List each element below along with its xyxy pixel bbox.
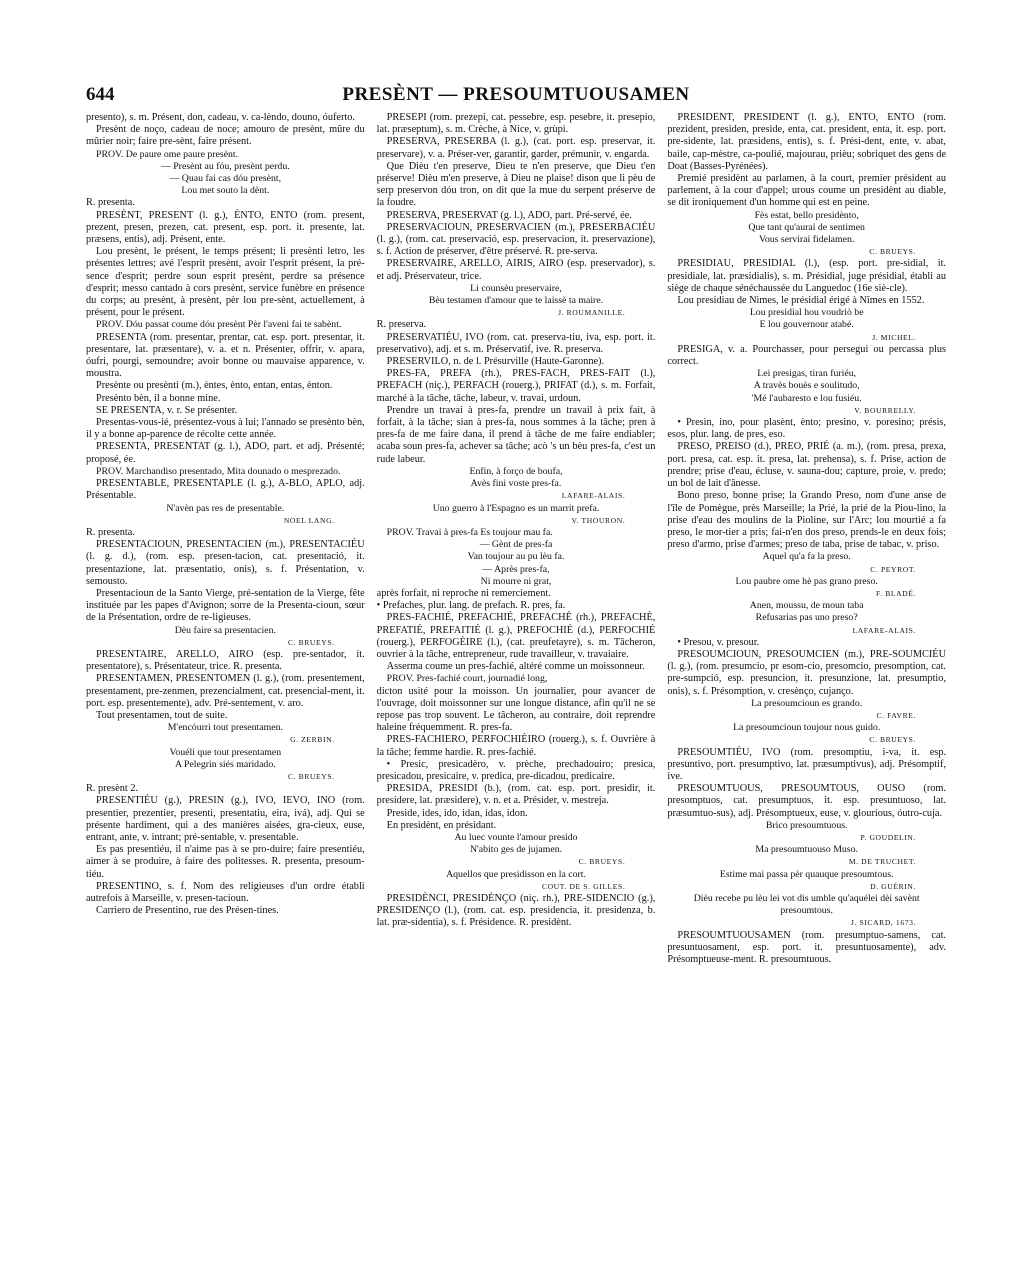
dictionary-entry: Carriero de Presentino, rue des Présen-tines. — [96, 905, 279, 917]
quotation-line: — Presènt au fóu, presènt perdu. — [160, 160, 290, 172]
quotation-line: Brico presoumtuous. — [765, 819, 848, 831]
dictionary-entry: PRESERVA, PRESERVAT (g. l.), ADO, part. Pré-servé, ée. — [386, 209, 632, 221]
quotation-line: Vouéli que tout presentamen — [169, 746, 282, 758]
quotation-line: Vous servirai fidelamen. — [759, 234, 855, 246]
dictionary-entry: PRESENTAIRE, ARELLO, AIRO (esp. pre-sentador, it. presentatore), s. Présentateur, trice. R. presenta. — [86, 648, 365, 673]
dictionary-entry: PRESÈPI (rom. prezepi, cat. pessebre, esp. pesebre, it. presepio, lat. præseptum), s. m. Crèche, à Nice, v. grùpi. — [376, 112, 656, 136]
dictionary-entry: Presènt de noço, cadeau de noce; amouro de presènt, mûre du mûrier noir; faire pre-sènt, faire présent. — [86, 124, 365, 148]
dictionary-entry: • Prefaches, plur. lang. de prefach. R. pres, fa. — [376, 600, 566, 612]
dictionary-entry: PRESENTA, PRESENTAT (g. l.), ADO, part. et adj. Présenté; proposé, ée. — [86, 441, 365, 465]
citation-author: C. BRUEYS. — [287, 637, 335, 647]
dictionary-entry: Presènte ou presènti (m.), èntes, ènto, entan, entas, ènton. — [96, 380, 333, 392]
dictionary-entry: PRESENTABLE, PRESENTAPLE (l. g.), A-BLO, APLO, adj. Présentable. — [86, 478, 365, 502]
quotation-line: A travès bouès e soulitudo, — [753, 380, 860, 392]
quotation-line: La presoumcioun toujour nous guido. — [733, 722, 881, 734]
quotation-line: La presoumcioun es grando. — [751, 697, 863, 709]
dictionary-entry: Presentas-vous-ié, présentez-vous à lui; l'annado se presènto bèn, il y a bonne ap-parence de récolte cette année. — [86, 417, 365, 441]
column-right — [667, 112, 946, 1192]
quotation-line: Que tant qu'aurai de sentimen — [748, 221, 865, 233]
dictionary-entry: Es pas presentiéu, il n'aime pas à se pro-duire; faire presentiéu, aimer à se produire, à faire des politesses. R. presenta, presoum-tiéu. — [86, 844, 365, 880]
citation-author: M. DE TRUCHET. — [848, 857, 917, 867]
dictionary-entry: PRESERVATIÉU, IVO (rom. cat. preserva-tiu, iva, esp. port. it. preservativo), adj. et s. m. Préservatif, ive. R. preserva. — [376, 331, 656, 355]
dictionary-entry: R. preserva. — [376, 319, 427, 331]
dictionary-entry: PRES-FACHIERO, PERFOCHIÈIRO (rouerg.), s. f. Ouvrière à la tâche; femme hardie. R. pres-fachié. — [376, 734, 656, 758]
dictionary-entry: • Presic, presicadèro, v. prèche, prechadouiro; presica, presicadou, presicaire, v. predica, pre-dicadou, predicaire. — [376, 758, 656, 782]
dictionary-entry: Premié presidènt au parlamen, à la court, premier président au parlement, à la cour d'appel; urous coume un presidènt au diable, se dit ironiquement d'un homme qui est en peine. — [667, 173, 947, 209]
quotation-line: N'avèn pas res de presentable. — [166, 502, 285, 514]
citation-author: C. PEYROT. — [870, 564, 917, 574]
citation-author: LAFARE-ALAIS. — [852, 625, 917, 635]
citation-author: C. BRUEYS. — [869, 247, 917, 257]
dictionary-entry: PRESERVAIRE, ARELLO, AIRIS, AIRO (esp. preservador), s. et adj. Préservateur, trice. — [376, 258, 656, 282]
running-title: PRESÈNT — PRESOUMTUOUSAMEN — [342, 84, 690, 105]
quotation-line: — Après pres-fa, — [482, 563, 550, 575]
column-left — [86, 112, 365, 1192]
dictionary-entry: En presidènt, en présidant. — [386, 819, 497, 831]
quotation-line: Estime mai passa pèr quauque presoumtous. — [719, 868, 894, 880]
dictionary-entry: PRESENTAMEN, PRESENTOMEN (l. g.), (rom. presentement, presentament, pre-zenmen, prezencialment, cat. presencial-ment, it. port. esp. presentemente), adv. Pré-sentement, v. aro. — [86, 673, 365, 709]
column-middle — [377, 112, 656, 1192]
quotation-line: Anen, moussu, de moun taba — [749, 600, 864, 612]
dictionary-entry: PRESOUMCIOUN, PRESOUMCIEN (m.), PRE-SOUMCIÉU (l. g.), (rom. presumcio, pr esom-cio, presomcio, presomption, cat. pre-sumpció, esp. presuncion, it. presunzione, lat. presumptio, onis), s. f. Présomption, v. cresènço, cujanço. — [667, 648, 947, 697]
citation-author: F. BLADÉ. — [875, 588, 917, 598]
quotation-line: Bèu testamen d'amour que te laissè ta maire. — [428, 295, 604, 307]
dictionary-entry: après forfait, ni reproche ni remerciement. — [376, 587, 551, 599]
citation-author: V. BOURRELLY. — [854, 405, 917, 415]
quotation-line: N'abito ges de jujamen. — [469, 844, 563, 856]
proverb: PROV. Marchandiso presentado, Mita dounado o mesprezado. — [96, 465, 341, 477]
dictionary-entry: PRESIGA, v. a. Pourchasser, pour persegui ou percassa plus correct. — [667, 343, 947, 368]
citation-author: C. BRUEYS. — [869, 735, 917, 745]
citation-author: C. FAVRE. — [876, 710, 917, 720]
quotation-line: Lou met souto la dènt. — [181, 185, 270, 197]
quotation-line: Refusarias pas uno preso? — [755, 612, 858, 624]
dictionary-entry: Presentacioun de la Santo Vierge, pré-sentation de la Vierge, fête instituée par les papes d'Avignon; sorre de la Presenta-cioun, sœur de la Présentation, ordre de re-ligieuses. — [86, 587, 365, 624]
dictionary-entry: PRESENTACIOUN, PRESENTACIEN (m.), PRESENTACIÉU (l. g. d.), (rom. esp. presen-tacion, cat. presentació, it. presentazione, lat. præsentatio, onis), s. f. Présentation, v. semousto. — [86, 539, 365, 587]
quotation-line: Aquel qu'a fa la preso. — [762, 551, 851, 563]
dictionary-entry: SE PRESENTA, v. r. Se présenter. — [96, 404, 238, 416]
dictionary-entry: Asserma coume un pres-fachié, altéré comme un moissonneur. — [386, 661, 645, 673]
quotation-line: Van toujour au pu lèu fa. — [467, 551, 565, 563]
dictionary-entry: PRESERVILO, n. de l. Présurville (Haute-Garonne). — [386, 356, 605, 368]
dictionary-entry: PRESÈNT, PRESENT (l. g.), ÈNTO, ENTO (rom. present, prezent, presen, prezen, cat. present, esp. port. it. presente, lat. præsens, entis), adj. Présent, ente. — [86, 209, 365, 246]
dictionary-entry: R. presenta. — [86, 526, 135, 538]
quotation-line: Au luec vounte l'amour presido — [454, 831, 578, 843]
citation-author: V. THOURON. — [571, 515, 626, 525]
dictionary-entry: presento), s. m. Présent, don, cadeau, v. ca-lèndo, douno, óuferto. — [86, 112, 355, 123]
dictionary-entry: PRES-FACHIÉ, PREFACHIÉ, PREFACHÉ (rh.), PREFACHÈ, PREFATIÉ, PREFAITIÉ (l. g.), PREFOCHIÉ (d.), PERFOCHIÉ (rouerg.), PERFOGÈIRE (l.), (cat. preufetayre), s. m. Tâcheron, ouvrier à la tâche, entrepreneur, rude travailleur, v. travaiaire. — [376, 612, 656, 660]
quotation-line: — Quau fai cas dóu presènt, — [169, 173, 282, 185]
page-number: 644 — [86, 84, 115, 105]
dictionary-entry: Lou presènt, le présent, le temps présent; li presènti letro, les présentes lettres; avé l'esprit presènt, avoir l'esprit présent, la pré-sence d'esprit; perdre soun esprit presènt, perdre sa présence d'esprit; messo cantado à cors presènt, service funèbre en présence du corps; au presènt, à presènt, pèr lou pre-sènt, actuellement, à présent, pour le présent. — [86, 246, 365, 319]
quotation-line: 'Mé l'aubaresto e lou fusiéu. — [751, 392, 862, 404]
dictionary-entry: PRESIDIAU, PRESIDIAL (l.), (esp. port. pre-sidial, it. presidiale, lat. præsidialis), s. m. Présidial, juge présidial, établi au siège de chaque sénéchaussée du Languedoc (16e siè-cle). — [667, 258, 947, 294]
quotation-line: A Pelegrin siés maridado. — [175, 758, 276, 770]
dictionary-entry: R. presenta. — [86, 197, 135, 209]
citation-author: LAFARE-ALAIS. — [561, 491, 626, 501]
quotation-line: Lei presigas, tiran furiéu, — [757, 368, 857, 380]
citation-author: P. GOUDELIN. — [860, 832, 917, 842]
dictionary-entry: PRESERVACIOUN, PRESERVACIEN (m.), PRESERBACIÉU (l. g.), (rom. cat. preservació, esp. preservacion, it. preservazione), s. f. Action de préserver, d'être préservé. R. pre-serva. — [376, 221, 656, 258]
dictionary-entry: Bono preso, bonne prise; la Grando Preso, nom d'une anse de l'île de Pomègue, près Marseille; la Prié, la prié de la Piou-lino, la prise d'eau des moulins de la Pioline, sur l'Arc; lou mourtié a fa preso, le mor-tier a pris; fai-n'en dos preso, prends-le en deux fois; preso d'armo, prise d'armes; preso de taba, prise de tabac, v. priso. — [667, 490, 947, 551]
quotation-line: Fès estat, bello presidènto, — [754, 209, 859, 221]
dictionary-entry: Que Dièu t'en preserve, Dieu te n'en preserve, que Dieu t'en préserve! Dièu m'en preserve, à Dieu ne plaise! dison que li pèu de serp preservon dóu tron, on dit que la mue du serpent préserve de la foudre. — [376, 160, 656, 209]
dictionary-entry: PRESENTIÉU (g.), PRESIN (g.), IVO, IEVO, INO (rom. presentier, prezentier, presenti, presentatiu, eira, ivá), adj. Qui se présente hardiment, qui a des manières aisées, gra-cieux, euse, entrant, ante, v. intrant; pré-sentable, v. presentable. — [86, 795, 365, 843]
proverb: PROV. Travai à pres-fa Es toujour mau fa. — [386, 526, 553, 538]
citation-author: C. BRUEYS. — [287, 771, 335, 781]
dictionary-entry: PRESENTA (rom. presentar, prentar, cat. esp. port. presentar, it. presentare, lat. præsentare), v. a. et n. Présenter, offrir, v. apara, óufri, pourgi, semoundre; avoir bonne ou mauvaise apparence, v. moustra. — [86, 331, 365, 380]
quotation-line: E lou gouvernour atabé. — [759, 319, 854, 331]
dictionary-entry: PRESOUMTUOUS, PRESOUMTOUS, OUSO (rom. presomptuos, cat. presumptuos, it. esp. presuntuoso, lat. præsumtuo-sus), adj. Présomptueux, euse, v. glourious, óutro-cuja. — [667, 783, 947, 819]
citation-author: G. ZERBIN. — [290, 735, 335, 745]
quotation-line: — Gènt de pres-fa — [479, 539, 553, 551]
dictionary-entry: PRESOUMTUOUSAMEN (rom. presumptuo-samens, cat. presuntuosament, esp. port. it. presuntuosamente), adv. Présomptueuse-ment. R. presoumtuous. — [667, 929, 947, 966]
citation-author: D. GUÉRIN. — [870, 881, 917, 891]
dictionary-entry: Presènto bèn, il a bonne mine. — [96, 392, 221, 404]
dictionary-entry: PRESO, PREISO (d.), PREO, PRIÉ (a. m.), (rom. presa, prexa, port. presa, cat. esp. it. presa, lat. prehensa), s. f. Prise, action de prendre; prise d'eau, écluse, v. sauna-dou; capture, proie, v. predo; un bol de lait d'ânesse. — [667, 441, 947, 490]
dictionary-entry: PRESIDA, PRESIDI (b.), (rom. cat. esp. port. presidir, it. presidere, lat. præsidere), v. n. et a. Présider, v. mestreja. — [376, 783, 656, 807]
citation-author: J. MICHEL. — [872, 332, 917, 342]
quotation-line: Dièu recebe pu lèu lei vot dis umble qu'aquélei dèi savènt presoumtous. — [693, 893, 920, 917]
proverb: PROV. Dóu passat coume dóu presènt Pèr l'aveni fai te sabènt. — [96, 319, 342, 331]
citation-author: J. ROUMANILLE. — [558, 308, 626, 318]
dictionary-entry: PRESERVA, PRESERBA (l. g.), (cat. port. esp. preservar, it. preservare), v. a. Préser-ver, garantir, garder, prémunir, v. engarda. — [376, 136, 656, 160]
dictionary-entry: Lou presidiau de Nimes, le présidial érigé à Nîmes en 1552. — [677, 295, 925, 307]
proverb: PROV. De paure ome paure presènt. — [96, 148, 239, 160]
dictionary-entry: R. presènt 2. — [86, 783, 139, 795]
quotation-line: Aquellos que presidisson en la cort. — [446, 868, 586, 880]
quotation-line: Lou presidial hou voudriò be — [749, 307, 864, 319]
quotation-line: Dèu faire sa presentacien. — [174, 624, 276, 636]
dictionary-entry: PRESIDÈNCI, PRESIDÈNÇO (niç. rh.), PRE-SIDENCIO (g.), PRESIDENÇO (l.), (rom. cat. esp. presidencia, it. presidenza, b. lat. præ-sidentia), s. f. Présidence. R. presidènt. — [376, 893, 656, 929]
dictionary-entry: Prendre un travai à pres-fa, prendre un travail à prix fait, à forfait, à la tâche; sian à pres-fa, nous sommes à la tâche; pren à pres-fa de me faire dana, il prend à tâche de me faire endiabler; acaba soun pres-fa, achever sa tâche; acò 's un bèu pres-fa, c'est un rude labeur. — [376, 404, 656, 465]
quotation-line: Li counsèu preservaire, — [470, 282, 562, 294]
quotation-line: M'encóurri tout presentamen. — [167, 722, 283, 734]
proverb: PROV. Pres-fachié court, journadié long, — [386, 673, 548, 685]
dictionary-entry: PRESENTINO, s. f. Nom des religieuses d'un ordre établi autrefois à Marseille, v. presen-tacioun. — [86, 880, 365, 904]
quotation-line: Ma presoumtuouso Muso. — [755, 844, 858, 856]
quotation-line: Ni mourre ni grat, — [480, 575, 552, 587]
quotation-line: Uno guerro à l'Espagno es un marrit prefa. — [432, 502, 600, 514]
dictionary-entry: dicton usité pour la moisson. Un journalier, pour avancer de l'ouvrage, doit moissonner sur une longue distance, afin qu'il ne se repose pas trop souvent. Le tâcheron, au contraire, doit reprendre haleine fréquemment. R. pres-fa. — [376, 685, 656, 734]
dictionary-entry: Tout presentamen, tout de suite. — [96, 709, 228, 721]
dictionary-entry: PRESIDÈNT, PRESIDENT (l. g.), ÈNTO, ENTO (rom. prezident, presiden, preside, enta, cat. president, enta, it. esp. port. pre-sidente, lat. præsidens, entis), s. f. Prési-dent, ente, v. abat, baile, cap-mèstre, ca-poulié, majourau, prièu; sobriquet des gens de Doat (Basses-Pyrénées). — [667, 112, 947, 172]
citation-author: NOEL LANG. — [283, 515, 335, 525]
citation-author: COUT. DE S. GILLES. — [541, 881, 626, 891]
dictionary-entry: Preside, ides, ido, idan, idas, idon. — [386, 807, 528, 819]
dictionary-columns — [86, 112, 946, 1192]
quotation-line: Enfin, à forço de boufa, — [469, 465, 563, 477]
dictionary-entry: • Presou, v. presour. — [677, 636, 760, 648]
page-header — [86, 84, 946, 110]
dictionary-entry: PRESOUMTIÉU, IVO (rom. presomptiu, i-va, it. esp. presuntivo, port. presumptivo, lat. præsumptivus), adj. Présomptif, ive. — [667, 746, 947, 782]
citation-author: C. BRUEYS. — [578, 857, 626, 867]
dictionary-entry: PRES-FA, PREFA (rh.), PRES-FACH, PRES-FAIT (l.), PREFACH (niç.), PERFACH (rouerg.), PRIFAT (d.), s. m. Forfait, marché à la tâche, tâche, labeur, v. travai, urdoun. — [376, 368, 656, 404]
quotation-line: Avès fini voste pres-fa. — [470, 478, 562, 490]
dictionary-entry: • Presin, ino, pour plasènt, ènto; presino, v. poresino; présis, esos, plur. lang. de pres, eso. — [667, 417, 947, 441]
quotation-line: Lou paubre ome hè pas grano preso. — [735, 575, 878, 587]
citation-author: J. SICARD, 1673. — [850, 918, 917, 928]
